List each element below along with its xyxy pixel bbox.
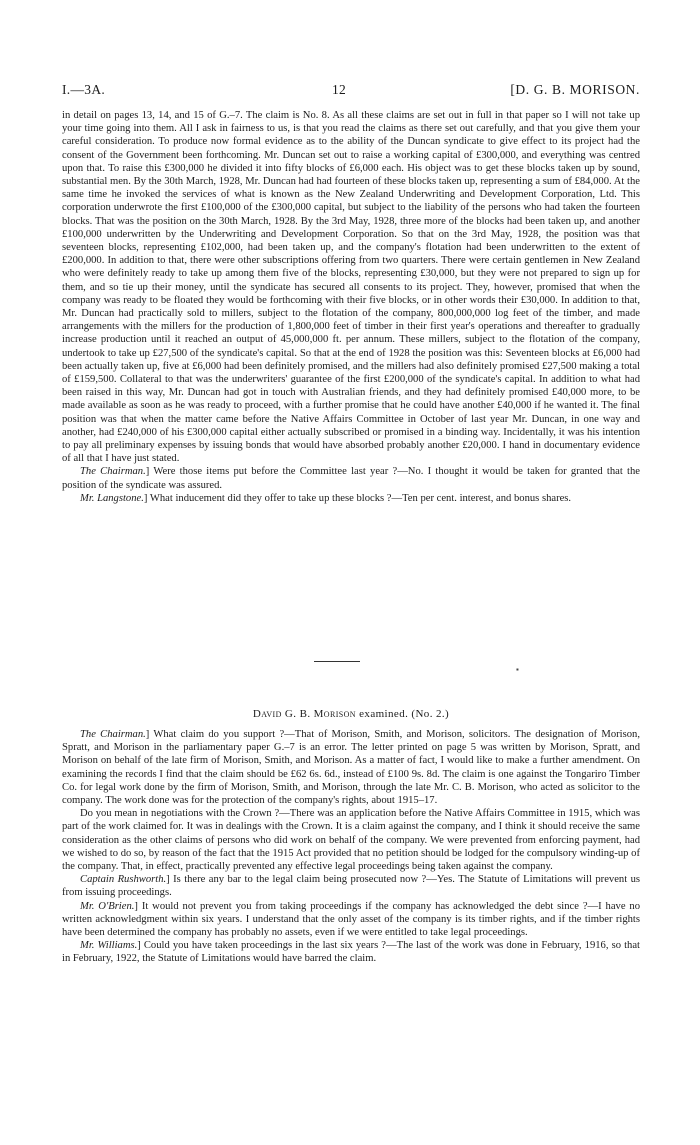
paragraph-text: ] Is there any bar to the legal claim being prosecuted now ?—Yes. The Statute of Limitations will prevent us from issuing proceedings. <box>62 874 640 899</box>
testimony-morison <box>62 728 640 966</box>
paragraph-text: ] What inducement did they offer to take up these blocks ?—Ten per cent. interest, and bonus shares. <box>143 492 572 504</box>
page-number: 12 <box>332 82 347 97</box>
paragraph <box>62 873 640 899</box>
speaker-name: Mr. O'Brien. <box>80 900 135 912</box>
paragraph-text: ] Could you have taken proceedings in the last six years ?—The last of the work was done in February, 1916, so that in February, 1922, the Statute of Limitations would have barred the claim. <box>62 940 640 965</box>
paragraph <box>62 900 640 940</box>
paragraph: in detail on pages 13, 14, and 15 of G.–7. The claim is No. 8. As all these claims are set out in full in that paper so I will not take up your time going into them. All I ask in fairness to us, is that you read the claims as there set out carefully, and that you give them your careful consideration. To produce now formal evidence as to the ability of the Duncan syndicate to give effect to its project had the consent of the Government been forthcoming. Mr. Duncan set out to raise a working capital of £300,000, and everything was centred upon that. To raise this £300,000 he divided it into fifty blocks of £6,000 each. His object was to get these blocks taken up by sound, substantial men. By the 30th March, 1928, Mr. Duncan had had fourteen of these blocks taken up, representing a sum of £84,000. At the same time he invoked the services of what is known as the New Zealand Underwriting and Development Corporation, Ltd. This corporation underwrote the first £100,000 of the £300,000 capital, but subject to the liability of the persons who had taken the fourteen blocks. That was the position on the 30th March, 1928. By the 3rd May, 1928, three more of the blocks had been taken up, and another £100,000 underwritten by the Underwriting and Development Corporation. So that on the 3rd May, 1928, the position was that seventeen blocks, representing £102,000, had been taken up, and the company's flotation had been underwritten to the extent of £200,000. In addition to that, there were other subscriptions offering from two quarters. There were certain gentlemen in New Zealand who were definitely ready to take up among them five of the blocks, representing £30,000, but they were not prepared to sign up for them, and so tie up their money, until the syndicate has secured all consents to its project. They, however, promised that when the company was ready to be floated they would be forthcoming with their five blocks, or in other words their £30,000. In addition to that, Mr. Duncan had practically sold to millers, subject to the flotation of the company, 800,000,000 log feet of the timber, and made arrangements with the millers for the production of 1,800,000 feet of timber in their first year's operations and thereafter to gradually increase production until it reached an output of 45,000,000 ft. per annum. These millers, subject to the flotation of the company, undertook to take up £27,500 of the syndicate's capital. So that at the end of 1928 the position was this: Seventeen blocks at £6,000 had been actually taken up, five at £6,000 had been definitely promised, and the millers had also definitely promised £27,500 making a total of £159,500. Collateral to that was the underwriters' guarantee of the first £200,000 of the syndicate's capital. In addition to what had been raised in this way, Mr. Duncan had got in touch with Australian friends, and they had definitely promised £40,000 more, to be made available as soon as he was ready to proceed, with a further promise that he could have another £40,000 if he wanted it. The final position was that when the matter came before the Native Affairs Committee in October of last year Mr. Duncan, in one way and another, had £240,000 of his £300,000 capital either actually subscribed or promised in a binding way. Incidentally, it was his intention to pay all preliminary expenses by issuing bonds that would have absorbed probably another £20,000. I hand in documentary evidence of all that I have just stated. <box>62 110 640 465</box>
witness-name-header: [D. G. B. MORISON. <box>510 82 640 97</box>
paragraph <box>62 465 640 491</box>
paragraph-text: ] It would not prevent you from taking proceedings if the company has acknowledged the debt since ?—I have no written acknowledgment within six years. I understand that the only asset of the company is its timber rights, and if the timber rights have been determined the company has probably no assets, even if we were entitled to take legal proceedings. <box>62 900 640 939</box>
print-mark: ▪ <box>516 665 519 674</box>
testimony-continued <box>62 109 640 505</box>
speaker-name: Mr. Williams. <box>80 940 138 952</box>
speaker-name: Mr. Langstone. <box>80 492 144 504</box>
paragraph <box>62 728 640 807</box>
speaker-name: The Chairman. <box>80 729 146 740</box>
witness-name: David G. B. Morison <box>252 708 356 720</box>
paper-reference: I.—3A. <box>62 82 106 97</box>
section-divider <box>314 661 360 662</box>
paragraph <box>62 939 640 965</box>
speaker-name: Captain Rushworth. <box>80 874 167 886</box>
speaker-name: The Chairman. <box>80 466 146 478</box>
paragraph: Do you mean in negotiations with the Crown ?—There was an application before the Native Affairs Committee in 1915, which was part of the work claimed for. It was in dealings with the Crown. It is a claim against the company, and I think it should receive the same consideration as the other claims of persons who did work on behalf of the company. We were prevented from enforcing payment, had we wished to do so, by reason of the fact that the 1915 Act provided that no petition should be lodged for the compulsory winding-up of the company. That, in effect, practically prevented any effective legal proceedings being taken against the company. <box>62 808 640 873</box>
running-header <box>62 82 640 100</box>
paragraph <box>62 492 640 505</box>
paragraph-text: ] Were those items put before the Committee last year ?—No. I thought it would be taken for granted that the position of the syndicate was assured. <box>62 466 640 491</box>
paragraph-text: ] What claim do you support ?—That of Morison, Smith, and Morison, solicitors. The designation of Morison, Spratt, and Morison in the parliamentary paper G.–7 is an error. The letter printed on page 5 was written by Morison, Spratt, and Morison on behalf of the late firm of Morison, Smith, and Morison. As a matter of fact, I would like to make a further amendment. On examining the records I find that the claim should be £62 6s. 6d., instead of £100 9s. 8d. The claim is one against the Tongariro Timber Co. for legal work done by the firm of Morison, Smith, and Morison, through the late Mr. C. B. Morison, who acted as solicitor to the company. The work done was for the protection of the company's rights, about 1915–17. <box>62 729 640 807</box>
section-heading <box>62 708 640 720</box>
heading-suffix: examined. (No. 2.) <box>355 708 450 720</box>
